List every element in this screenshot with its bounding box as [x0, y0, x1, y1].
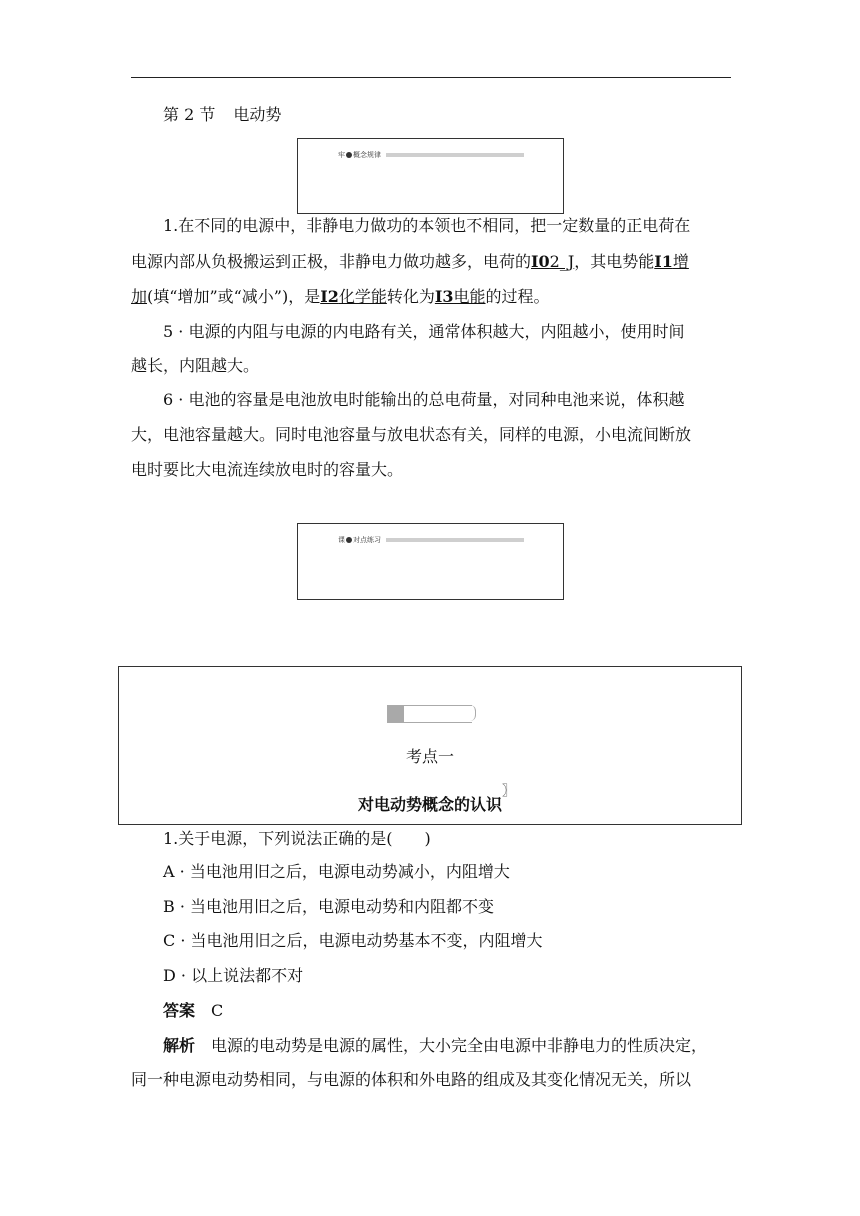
p6-line2: 大，电池容量越大。同时电池容量与放电状态有关，同样的电源，小电流间断放	[131, 425, 692, 444]
section-title: 电动势	[233, 105, 282, 124]
p5-line1: 5 · 电源的内阻与电源的内电路有关，通常体积越大，内阻越小，使用时间	[163, 322, 685, 341]
analysis-line2: 同一种电源电动势相同，与电源的体积和外电路的组成及其变化情况无关，所以	[131, 1070, 692, 1089]
blank-I1-answer-cont: 加	[131, 287, 148, 306]
blank-I0	[531, 252, 574, 271]
answer-line	[163, 1001, 223, 1021]
answer-value: C	[211, 1001, 224, 1020]
blank-I3-answer: 电能	[453, 287, 486, 306]
concept-banner-label	[338, 151, 381, 160]
blank-I2-answer: 化学能	[338, 287, 387, 306]
tab-fill	[388, 706, 404, 722]
kaodian-tab-icon	[387, 705, 472, 723]
blank-I2	[320, 287, 387, 306]
p6-line1: 6 · 电池的容量是电池放电时能输出的总电荷量，对同种电池来说，体积越	[163, 390, 685, 409]
kaodian-box	[118, 666, 742, 825]
practice-banner	[297, 523, 564, 600]
section-heading	[163, 105, 281, 125]
blank-I3-mark: I3	[434, 287, 454, 306]
p1-text: 转化为	[386, 287, 435, 306]
blank-I0-mark: I0	[531, 252, 550, 271]
blank-I2-mark: I2	[320, 287, 339, 306]
concept-banner	[297, 138, 564, 214]
bracket-icon: 〗	[502, 784, 516, 799]
blank-I1-answer: 增	[672, 252, 689, 271]
blank-I3	[435, 287, 486, 306]
p1-line3	[131, 287, 550, 307]
option-d: D · 以上说法都不对	[163, 966, 304, 985]
p5-line2: 越长，内阻越大。	[131, 356, 260, 375]
question-stem: 1.关于电源，下列说法正确的是( )	[163, 829, 431, 848]
banner-icon-char: 课	[338, 536, 345, 544]
banner-label-text: 概念规律	[353, 151, 381, 159]
banner-icon-char: 牢	[338, 151, 345, 159]
section-number: 第 2 节	[163, 105, 216, 124]
analysis-label: 解析	[163, 1036, 196, 1055]
p1-text: (填“增加”或“减小”)，是	[147, 287, 321, 306]
option-c: C · 当电池用旧之后，电源电动势基本不变，内阻增大	[163, 931, 543, 950]
p1-text: ，其电势能	[574, 252, 655, 271]
p1-text: 电源内部从负极搬运到正极，非静电力做功越多，电荷的	[131, 252, 532, 271]
practice-banner-label	[338, 536, 381, 545]
blank-I0-answer: 2_J	[549, 252, 575, 271]
p1-line1: 1.在不同的电源中，非静电力做功的本领也不相同，把一定数量的正电荷在	[163, 216, 691, 235]
kaodian-title: 对电动势概念的认识	[357, 795, 502, 814]
option-a: A · 当电池用旧之后，电源电动势减小，内阻增大	[163, 862, 510, 881]
blank-I1-mark: I1	[654, 252, 673, 271]
banner-bar	[386, 538, 524, 542]
header-rule	[131, 77, 731, 78]
analysis-line1	[163, 1036, 707, 1056]
answer-label: 答案	[163, 1001, 196, 1020]
banner-bar	[386, 153, 524, 157]
tab-edge	[467, 705, 476, 721]
p1-text: 的过程。	[485, 287, 550, 306]
banner-label-text: 对点练习	[353, 536, 381, 544]
blank-I1	[654, 252, 689, 271]
bullet-icon	[346, 152, 352, 158]
bullet-icon	[346, 537, 352, 543]
p6-line3: 电时要比大电流连续放电时的容量大。	[131, 460, 404, 479]
option-b: B · 当电池用旧之后，电源电动势和内阻都不变	[163, 897, 495, 916]
p1-line2	[131, 252, 689, 272]
analysis-text: 电源的电动势是电源的属性，大小完全由电源中非静电力的性质决定，	[211, 1036, 708, 1055]
kaodian-label: 考点一	[405, 747, 454, 766]
